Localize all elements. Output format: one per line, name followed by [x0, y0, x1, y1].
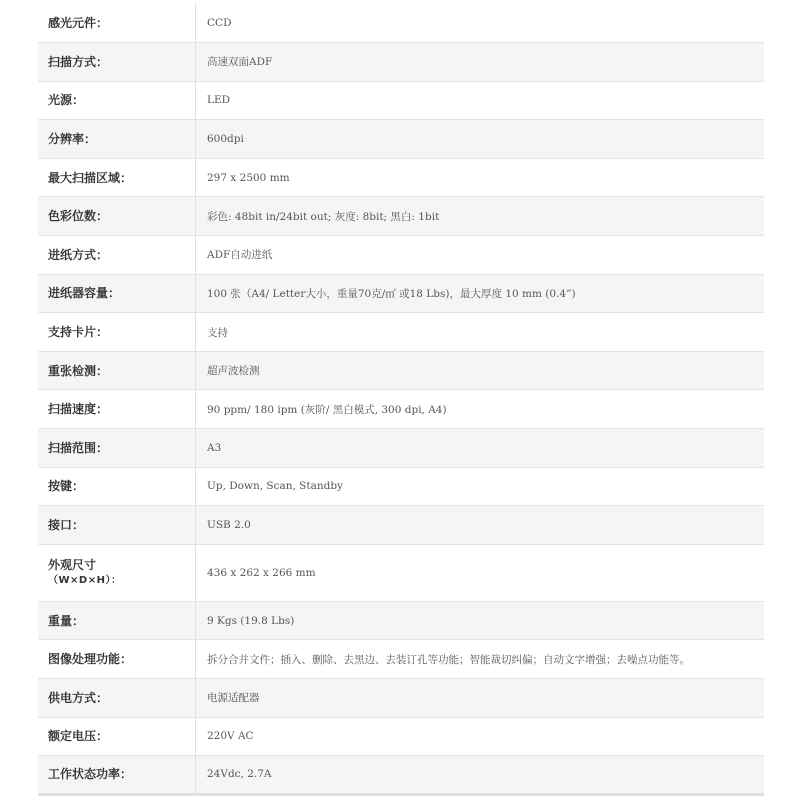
spec-value: 436 x 262 x 266 mm	[196, 544, 765, 601]
spec-row-dimensions	[38, 544, 764, 601]
spec-row-resolution	[38, 120, 764, 159]
spec-value: 彩色: 48bit in/24bit out; 灰度: 8bit; 黑白: 1bit	[196, 197, 765, 236]
spec-row-interface	[38, 506, 764, 545]
spec-row-feed-mode	[38, 236, 764, 275]
spec-row-scan-speed	[38, 390, 764, 429]
spec-row-scan-range	[38, 429, 764, 468]
spec-value: 高速双面ADF	[196, 43, 765, 82]
spec-label: 按键：	[38, 467, 196, 506]
spec-label: 重张检测：	[38, 351, 196, 390]
spec-row-max-area	[38, 158, 764, 197]
spec-row-double-feed	[38, 351, 764, 390]
spec-row-weight	[38, 601, 764, 640]
spec-label: 供电方式：	[38, 679, 196, 718]
spec-value: 支持	[196, 313, 765, 352]
spec-label	[38, 544, 196, 601]
spec-row-color-depth	[38, 197, 764, 236]
spec-value: Up, Down, Scan, Standby	[196, 467, 765, 506]
spec-value: 90 ppm/ 180 ipm (灰阶/ 黑白模式, 300 dpi, A4)	[196, 390, 765, 429]
spec-label: 支持卡片：	[38, 313, 196, 352]
spec-value: A3	[196, 429, 765, 468]
spec-row-sensor	[38, 4, 764, 43]
spec-label: 工作状态功率：	[38, 756, 196, 795]
spec-label: 扫描范围：	[38, 429, 196, 468]
spec-label: 接口：	[38, 506, 196, 545]
spec-row-image-processing	[38, 640, 764, 679]
spec-label-sub: （W×D×H）：	[48, 574, 122, 586]
spec-value: 9 Kgs (19.8 Lbs)	[196, 601, 765, 640]
spec-row-rated-voltage	[38, 717, 764, 756]
spec-value: 24Vdc, 2.7A	[196, 756, 765, 795]
spec-value: ADF自动进纸	[196, 236, 765, 275]
spec-label: 扫描方式：	[38, 43, 196, 82]
spec-value: 297 x 2500 mm	[196, 158, 765, 197]
spec-label: 光源：	[38, 81, 196, 120]
spec-label: 最大扫描区域：	[38, 158, 196, 197]
spec-label-main: 外观尺寸	[48, 557, 97, 572]
spec-row-power-supply	[38, 679, 764, 718]
spec-label: 进纸方式：	[38, 236, 196, 275]
spec-row-feeder-capacity	[38, 274, 764, 313]
spec-value: 600dpi	[196, 120, 765, 159]
spec-value: USB 2.0	[196, 506, 765, 545]
spec-row-buttons	[38, 467, 764, 506]
spec-value: 超声波检测	[196, 351, 765, 390]
spec-table	[38, 4, 764, 796]
spec-value: CCD	[196, 4, 765, 43]
spec-row-card-support	[38, 313, 764, 352]
spec-label: 扫描速度：	[38, 390, 196, 429]
spec-value: 100 张（A4/ Letter大小，重量70克/㎡ 或18 Lbs)，最大厚度 10 mm (0.4”)	[196, 274, 765, 313]
spec-label: 感光元件：	[38, 4, 196, 43]
spec-row-scan-mode	[38, 43, 764, 82]
spec-label: 重量：	[38, 601, 196, 640]
spec-row-power-consumption	[38, 756, 764, 795]
spec-value: 拆分合并文件；插入、删除、去黑边、去装订孔等功能；智能裁切纠偏；自动文字增强；去噪点功能等。	[196, 640, 765, 679]
spec-value: 220V AC	[196, 717, 765, 756]
spec-label: 分辨率：	[38, 120, 196, 159]
spec-label: 图像处理功能：	[38, 640, 196, 679]
spec-value: 电源适配器	[196, 679, 765, 718]
spec-value: LED	[196, 81, 765, 120]
spec-row-light-source	[38, 81, 764, 120]
spec-label: 色彩位数：	[38, 197, 196, 236]
spec-label: 进纸器容量：	[38, 274, 196, 313]
spec-label: 额定电压：	[38, 717, 196, 756]
